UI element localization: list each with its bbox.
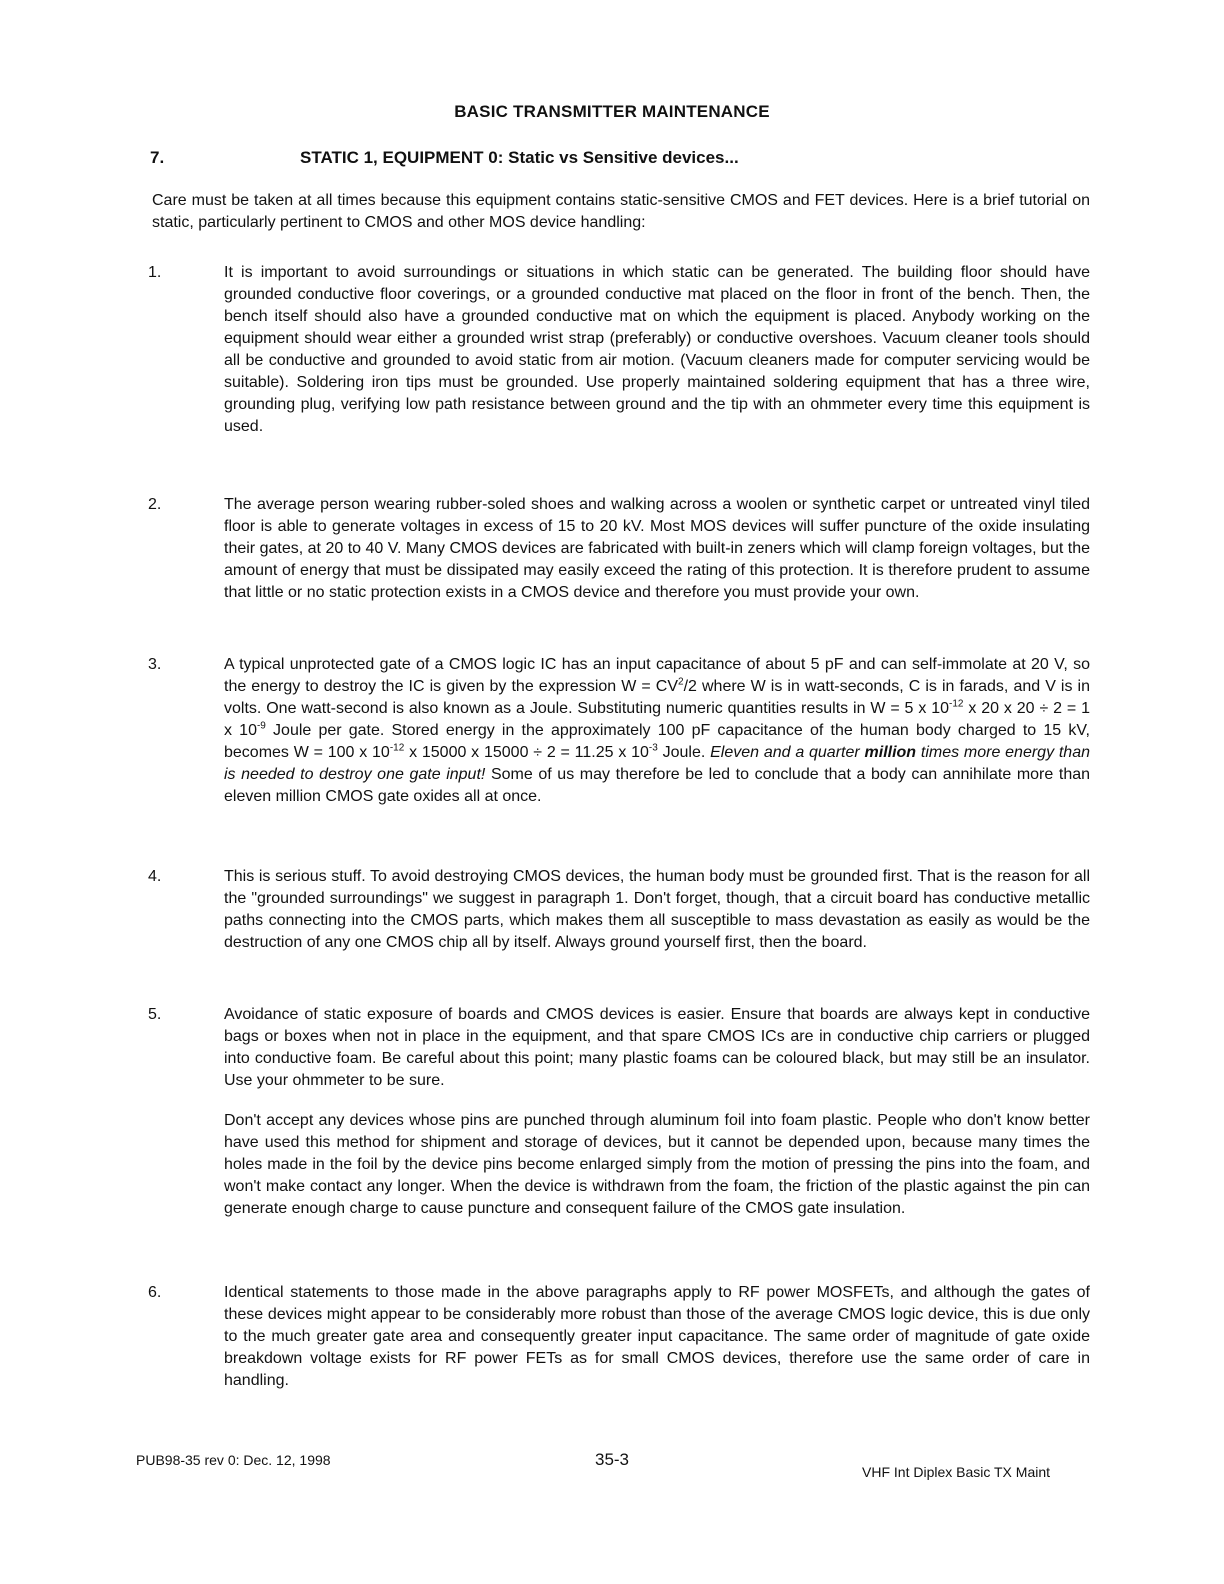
list-item [148, 1282, 1090, 1392]
list-item [148, 866, 1090, 954]
strong-text: million [864, 744, 917, 761]
item-number: 6. [148, 1284, 162, 1301]
text-run: x 15000 x 15000 ÷ 2 = 11.25 x 10 [404, 744, 649, 761]
item-number: 3. [148, 656, 162, 673]
emphasis: Eleven and a quarter [710, 744, 865, 761]
section-number: 7. [150, 148, 165, 167]
superscript: 2 [678, 676, 684, 688]
footer-publication-info: PUB98-35 rev 0: Dec. 12, 1998 [136, 1452, 331, 1468]
item-number: 2. [148, 496, 162, 513]
page-number: 35-3 [594, 1450, 630, 1469]
item-text: The average person wearing rubber-soled shoes and walking across a woolen or synthetic carpet or untreated vinyl tiled floor is able to generate voltages in excess of 15 to 20 kV. Most MOS devices will suffer puncture of the oxide insulating their gates, at 20 to 40 V. Many CMOS devices are fabricated with built-in zeners which will clamp foreign voltages, but the amount of energy that must be dissipated may easily exceed the rating of this protection. It is therefore prudent to assume that little or no static protection exists in a CMOS device and therefore you must provide your own. [224, 496, 1090, 601]
text-run: Some of us may therefore be led to conclude that a body can annihilate more than eleven million CMOS gate oxides all at once. [224, 766, 1091, 805]
item-number: 1. [148, 264, 162, 281]
item-number: 4. [148, 868, 162, 885]
text-run: /2 where W is in watt-seconds, C is in farads, and V is in volts. One watt-second is also known as a Joule. Substituting numeric quantities results in W = 5 x 10 [224, 678, 1090, 717]
item-text: Identical statements to those made in the above paragraphs apply to RF power MOSFETs, and although the gates of these devices might appear to be considerably more robust than those of the average CMOS logic device, this is due only to the much greater gate area and consequently greater input capacitance. The same order of magnitude of gate oxide breakdown voltage exists for RF power FETs as for small CMOS devices, therefore use the same order of care in handling. [224, 1284, 1090, 1389]
list-item [148, 654, 1090, 808]
item-text: It is important to avoid surroundings or situations in which static can be generated. The building floor should have grounded conductive floor coverings, or a grounded conductive mat placed on the floor in front of the bench. Then, the bench itself should also have a grounded conductive mat on which the equipment is placed. Anybody working on the equipment should wear either a grounded wrist strap (preferably) or conductive overshoes. Vacuum cleaner tools should all be conductive and grounded to avoid static from air motion. (Vacuum cleaners made for computer servicing would be suitable). Soldering iron tips must be grounded. Use properly maintained soldering equipment that has a three wire, grounding plug, verifying low path resistance between ground and the tip with an ohmmeter every time this equipment is used. [224, 264, 1090, 435]
item-text [224, 654, 1090, 808]
section-title: STATIC 1, EQUIPMENT 0: Static vs Sensitive devices... [300, 148, 739, 167]
item-number: 5. [148, 1006, 162, 1023]
intro-paragraph: Care must be taken at all times because this equipment contains static-sensitive CMOS and FET devices. Here is a brief tutorial on static, particularly pertinent to CMOS and other MOS device handling: [152, 192, 1090, 231]
item-text: This is serious stuff. To avoid destroying CMOS devices, the human body must be grounded first. That is the reason for all the "grounded surroundings" we suggest in paragraph 1. Don't forget, though, that a circuit board has conductive metallic paths connecting into the CMOS parts, which makes them all susceptible to mass devastation as easily as would be the destruction of any one CMOS chip all by itself. Always ground yourself first, then the board. [224, 868, 1090, 951]
list-item [148, 494, 1090, 604]
emphasis: times more energy than is needed to destroy one gate input! [224, 744, 1091, 783]
list-item [148, 262, 1090, 438]
superscript: -3 [648, 742, 658, 754]
text-run: Joule per gate. Stored energy in the approximately 100 pF capacitance of the human body charged to 15 kV, becomes W = 100 x 10 [224, 722, 1090, 761]
text-run: Joule. [657, 744, 711, 761]
superscript: -9 [256, 720, 266, 732]
text-run: x 20 x 20 ÷ 2 = 1 x 10 [224, 700, 1090, 739]
document-title: BASIC TRANSMITTER MAINTENANCE [454, 102, 770, 121]
item-text-continued: Don't accept any devices whose pins are punched through aluminum foil into foam plastic. People who don't know better have used this method for shipment and storage of devices, but it cannot be depended upon, because many times the holes made in the foil by the device pins become enlarged simply from the motion of pressing the pins into the foam, and won't make contact any longer. When the device is withdrawn from the foam, the friction of the plastic against the pin can generate enough charge to cause puncture and consequent failure of the CMOS gate insulation. [224, 1112, 1090, 1217]
footer-document-title: VHF Int Diplex Basic TX Maint [862, 1464, 1051, 1480]
list-item [148, 1004, 1090, 1220]
emphasis-strong [865, 744, 917, 761]
item-text: Avoidance of static exposure of boards and CMOS devices is easier. Ensure that boards are always kept in conductive bags or boxes when not in place in the equipment, and that spare CMOS ICs are in conductive chip carriers or plugged into conductive foam. Be careful about this point; many plastic foams can be coloured black, but may still be an insulator. Use your ohmmeter to be sure. [224, 1006, 1090, 1089]
superscript: -12 [949, 698, 964, 710]
superscript: -12 [389, 742, 405, 754]
text-run: A typical unprotected gate of a CMOS logic IC has an input capacitance of about 5 pF and can self-immolate at 20 V, so the energy to destroy the IC is given by the expression W = CV [224, 656, 1090, 695]
